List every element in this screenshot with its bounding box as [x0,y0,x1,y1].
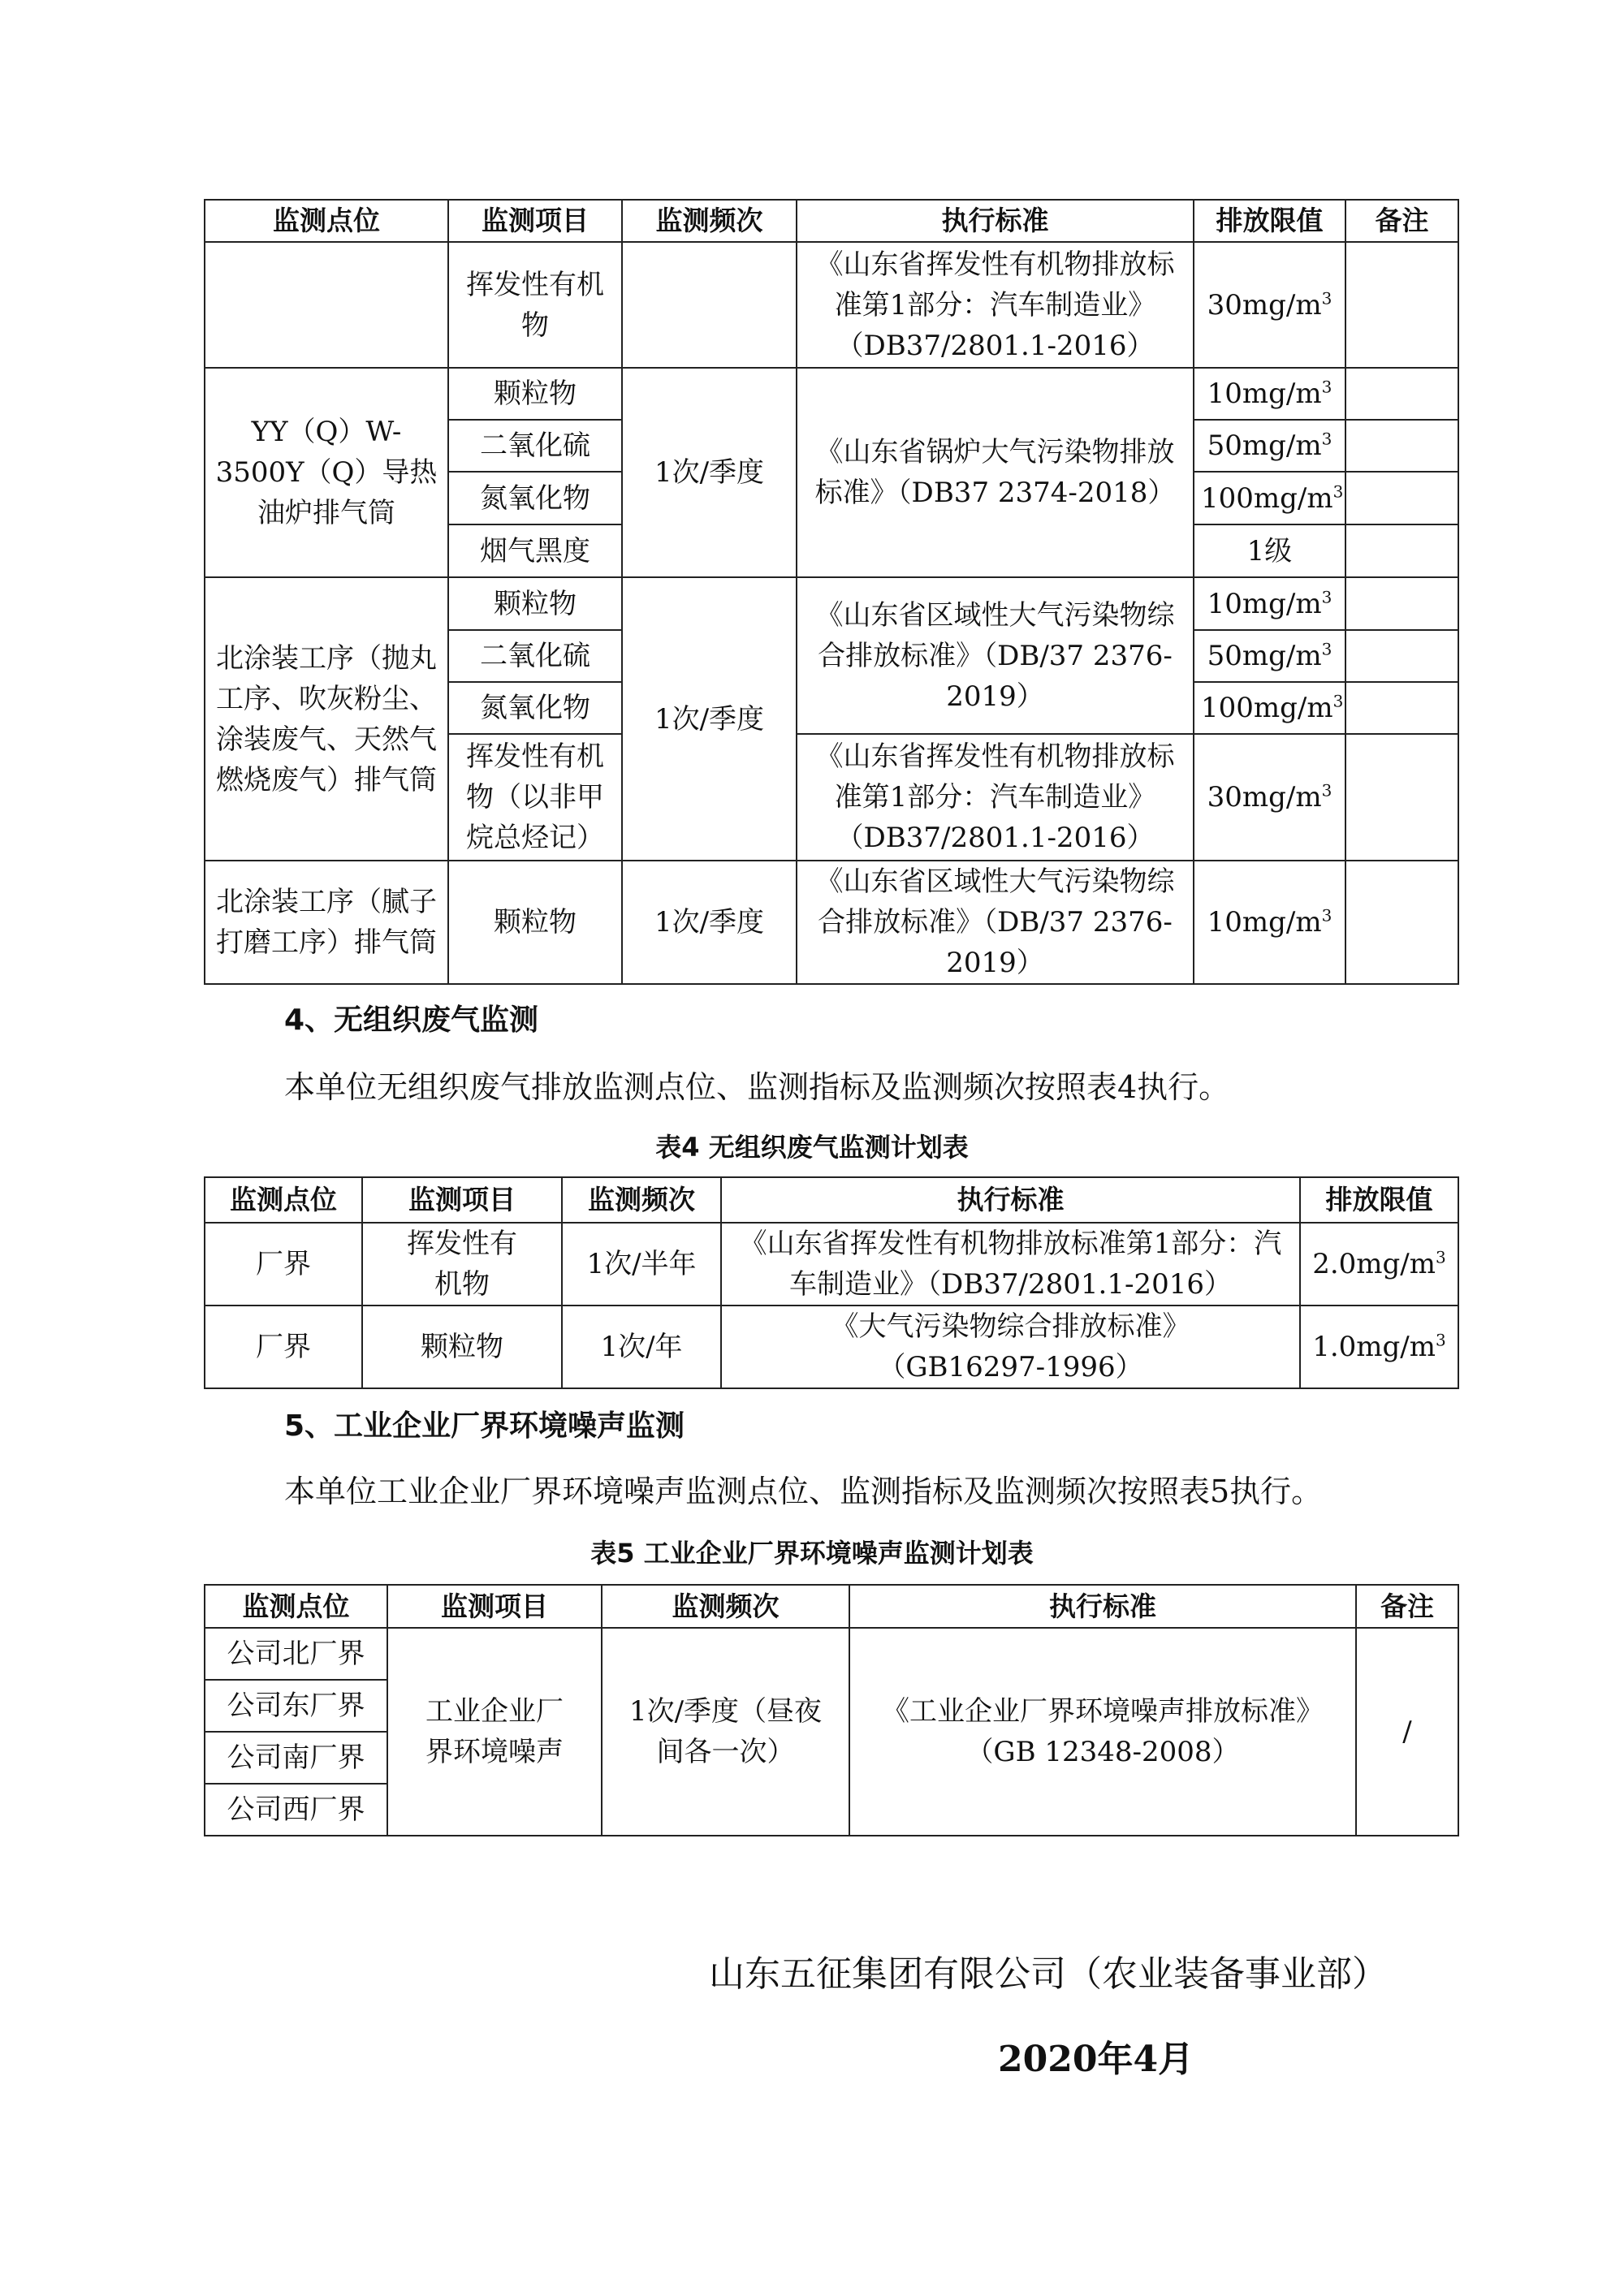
header-cell: 执行标准 [797,200,1194,242]
item-cell: 挥发性有机物 [448,242,622,368]
header-cell: 排放限值 [1300,1177,1458,1223]
table-4-caption: 表4 无组织废气监测计划表 [655,1132,969,1163]
header-cell: 备注 [1356,1585,1458,1628]
item-cell: 颗粒物 [448,577,622,630]
item-cell: 挥发性有机物 [362,1223,562,1306]
freq-cell [622,242,797,368]
limit-cell: $50mg/m^3$ [1194,630,1345,682]
header-cell: 监测项目 [387,1585,602,1628]
note-cell [1345,734,1458,861]
limit-cell: $10mg/m^3$ [1194,577,1345,630]
limit-cell: $10mg/m^3$ [1194,368,1345,420]
header-cell: 监测频次 [602,1585,849,1628]
item-cell: 颗粒物 [448,368,622,420]
item-cell: 氮氧化物 [448,682,622,734]
limit-cell: $100mg/m^3$ [1194,682,1345,734]
header-cell: 监测点位 [205,1585,387,1628]
item-cell: 颗粒物 [448,861,622,984]
point-cell: 北涂装工序（抛丸工序、吹灰粉尘、涂装废气、天然气燃烧废气）排气筒 [205,577,448,861]
header-cell: 监测频次 [622,200,797,242]
freq-cell: 1次/年 [562,1306,721,1388]
note-cell [1345,420,1458,472]
note-cell [1345,242,1458,368]
note-cell [1345,861,1458,984]
item-cell: 烟气黑度 [448,524,622,577]
standard-cell: 《山东省挥发性有机物排放标准第1部分：汽车制造业》（DB37/2801.1-2016） [721,1223,1300,1306]
document-date: 2020年4月 [998,2039,1194,2080]
freq-cell: 1次/季度 [622,577,797,861]
limit-cell: $100mg/m^3$ [1194,472,1345,524]
standard-cell: 《山东省挥发性有机物排放标准第1部分：汽车制造业》（DB37/2801.1-2016） [797,734,1194,861]
section-4-heading: 4、无组织废气监测 [284,1003,539,1037]
item-cell: 二氧化硫 [448,420,622,472]
item-cell: 二氧化硫 [448,630,622,682]
item-cell: 氮氧化物 [448,472,622,524]
header-cell: 监测频次 [562,1177,721,1223]
freq-cell: 1次/半年 [562,1223,721,1306]
standard-cell: 《山东省区域性大气污染物综合排放标准》（DB/37 2376-2019） [797,577,1194,734]
point-cell: YY（Q）W-3500Y（Q）导热油炉排气筒 [205,368,448,577]
freq-cell: 1次/季度 [622,368,797,577]
limit-cell: $1.0mg/m^3$ [1300,1306,1458,1388]
freq-cell: 1次/季度（昼夜间各一次） [602,1628,849,1836]
point-cell: 厂界 [205,1223,362,1306]
header-cell: 执行标准 [721,1177,1300,1223]
limit-cell: $10mg/m^3$ [1194,861,1345,984]
note-cell [1345,630,1458,682]
table-5-caption: 表5 工业企业厂界环境噪声监测计划表 [590,1538,1034,1569]
company-signature: 山东五征集团有限公司（农业装备事业部） [709,1953,1388,1995]
section-5-heading: 5、工业企业厂界环境噪声监测 [284,1409,685,1443]
note-cell [1345,524,1458,577]
header-cell: 排放限值 [1194,200,1345,242]
limit-cell: $30mg/m^3$ [1194,734,1345,861]
note-cell [1345,577,1458,630]
limit-cell: $2.0mg/m^3$ [1300,1223,1458,1306]
header-cell: 监测点位 [205,200,448,242]
point-cell: 公司西厂界 [205,1784,387,1836]
standard-cell: 《山东省挥发性有机物排放标准第1部分：汽车制造业》（DB37/2801.1-2016） [797,242,1194,368]
point-cell: 公司北厂界 [205,1628,387,1680]
standard-cell: 《山东省锅炉大气污染物排放标准》（DB37 2374-2018） [797,368,1194,577]
point-cell: 公司南厂界 [205,1732,387,1784]
note-cell [1345,368,1458,420]
section-4-paragraph: 本单位无组织废气排放监测点位、监测指标及监测频次按照表4执行。 [284,1069,1230,1105]
header-cell: 执行标准 [849,1585,1356,1628]
limit-cell: $30mg/m^3$ [1194,242,1345,368]
item-cell: 工业企业厂界环境噪声 [387,1628,602,1836]
standard-cell: 《工业企业厂界环境噪声排放标准》（GB 12348-2008） [849,1628,1356,1836]
emission-table-3 [204,199,1459,985]
section-5-paragraph: 本单位工业企业厂界环境噪声监测点位、监测指标及监测频次按照表5执行。 [284,1474,1323,1509]
noise-monitoring-table [204,1584,1459,1836]
header-cell: 监测点位 [205,1177,362,1223]
point-cell: 厂界 [205,1306,362,1388]
standard-cell: 《大气污染物综合排放标准》（GB16297-1996） [721,1306,1300,1388]
header-cell: 监测项目 [448,200,622,242]
fugitive-emission-table [204,1176,1459,1389]
limit-cell: 1级 [1194,524,1345,577]
standard-cell: 《山东省区域性大气污染物综合排放标准》（DB/37 2376-2019） [797,861,1194,984]
note-cell: / [1356,1628,1458,1836]
item-cell: 挥发性有机物（以非甲烷总烃记） [448,734,622,861]
item-cell: 颗粒物 [362,1306,562,1388]
freq-cell: 1次/季度 [622,861,797,984]
header-cell: 监测项目 [362,1177,562,1223]
point-cell [205,242,448,368]
point-cell: 公司东厂界 [205,1680,387,1732]
note-cell [1345,472,1458,524]
note-cell [1345,682,1458,734]
limit-cell: $50mg/m^3$ [1194,420,1345,472]
header-cell: 备注 [1345,200,1458,242]
point-cell: 北涂装工序（腻子打磨工序）排气筒 [205,861,448,984]
